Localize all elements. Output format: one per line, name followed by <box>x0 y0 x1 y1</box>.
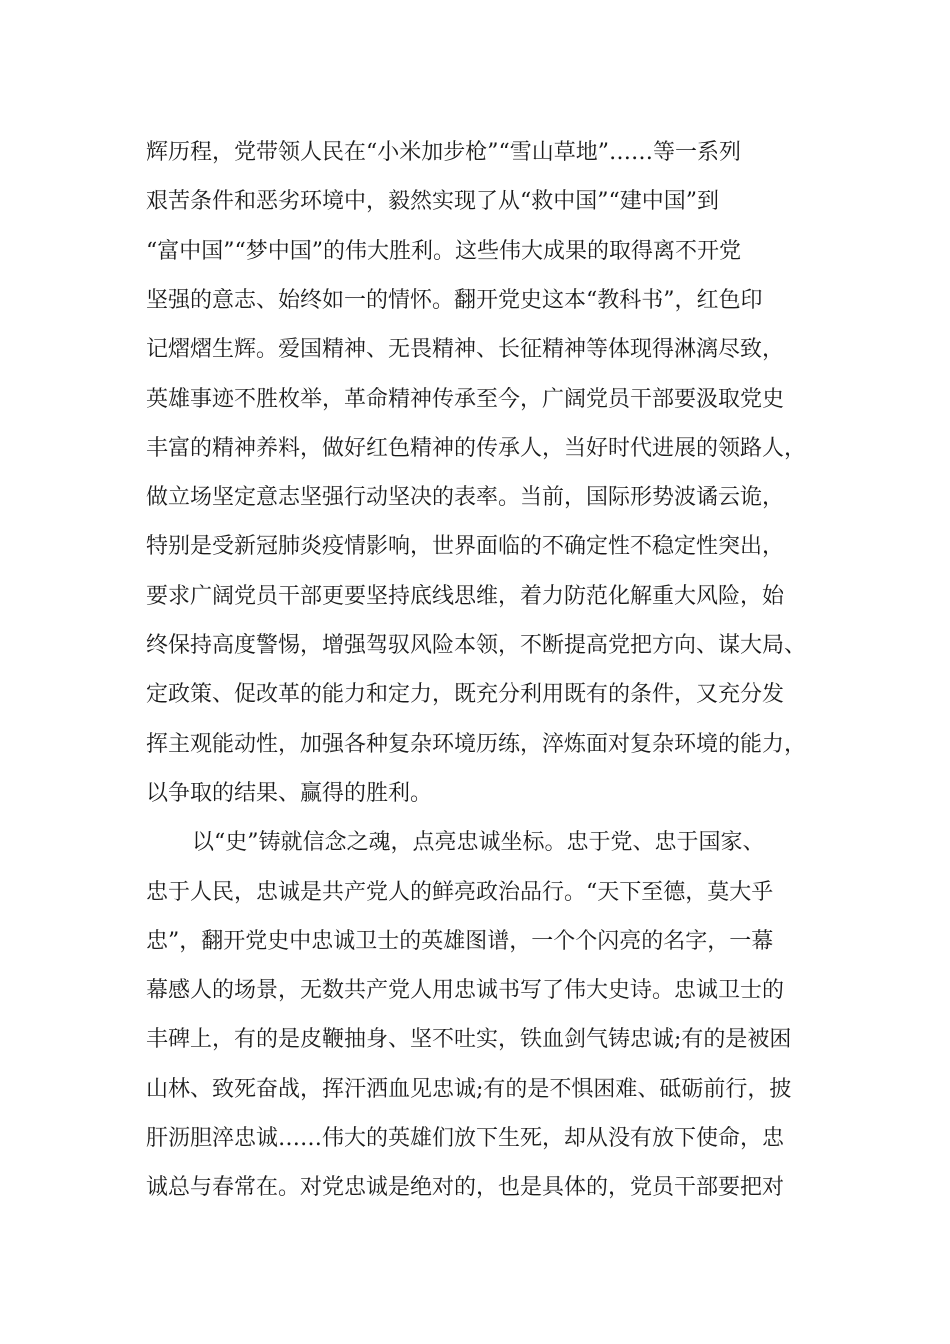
text-line: 挥主观能动性，加强各种复杂环境历练，淬炼面对复杂环境的能力， <box>146 731 807 757</box>
text-line: 忠于人民，忠诚是共产党人的鲜亮政治品行。“天下至德，莫大乎 <box>146 879 774 905</box>
text-line: “富中国”“梦中国”的伟大胜利。这些伟大成果的取得离不开党 <box>146 238 741 264</box>
text-line: 忠”，翻开党史中忠诚卫士的英雄图谱，一个个闪亮的名字，一幕 <box>146 928 774 954</box>
text-line: 辉历程，党带领人民在“小米加步枪”“雪山草地”……等一系列 <box>146 140 741 165</box>
paragraph-first-line: 以“史”铸就信念之魂，点亮忠诚坐标。忠于党、忠于国家、 <box>192 830 765 856</box>
text-line: 记熠熠生辉。爱国精神、无畏精神、长征精神等体现得淋漓尽致， <box>146 337 785 363</box>
text-line: 肝沥胆淬忠诚……伟大的英雄们放下生死，却从没有放下使命，忠 <box>146 1126 785 1151</box>
text-line: 终保持高度警惕，增强驾驭风险本领，不断提高党把方向、谋大局、 <box>146 633 807 658</box>
text-line: 坚强的意志、始终如一的情怀。翻开党史这本“教科书”，红色印 <box>146 287 763 313</box>
text-line: 山林、致死奋战，挥汗洒血见忠诚;有的是不惧困难、砥砺前行，披 <box>146 1076 792 1102</box>
text-line: 英雄事迹不胜枚举，革命精神传承至今，广阔党员干部要汲取党史 <box>146 386 785 412</box>
text-line: 诚总与春常在。对党忠诚是绝对的，也是具体的，党员干部要把对 <box>146 1175 785 1201</box>
text-line: 定政策、促改革的能力和定力，既充分利用既有的条件，又充分发 <box>146 682 785 708</box>
text-line: 做立场坚定意志坚强行动坚决的表率。当前，国际形势波谲云诡， <box>146 485 785 511</box>
text-line: 以争取的结果、赢得的胜利。 <box>146 780 433 806</box>
text-line: 艰苦条件和恶劣环境中，毅然实现了从“救中国”“建中国”到 <box>146 189 719 215</box>
text-line: 特别是受新冠肺炎疫情影响，世界面临的不确定性不稳定性突出， <box>146 534 785 560</box>
text-line: 要求广阔党员干部更要坚持底线思维，着力防范化解重大风险，始 <box>146 583 785 609</box>
text-line: 丰碑上，有的是皮鞭抽身、坚不吐实，铁血剑气铸忠诚;有的是被困 <box>146 1027 792 1053</box>
text-line: 幕感人的场景，无数共产党人用忠诚书写了伟大史诗。忠诚卫士的 <box>146 978 785 1004</box>
text-line: 丰富的精神养料，做好红色精神的传承人，当好时代进展的领路人， <box>146 435 807 461</box>
